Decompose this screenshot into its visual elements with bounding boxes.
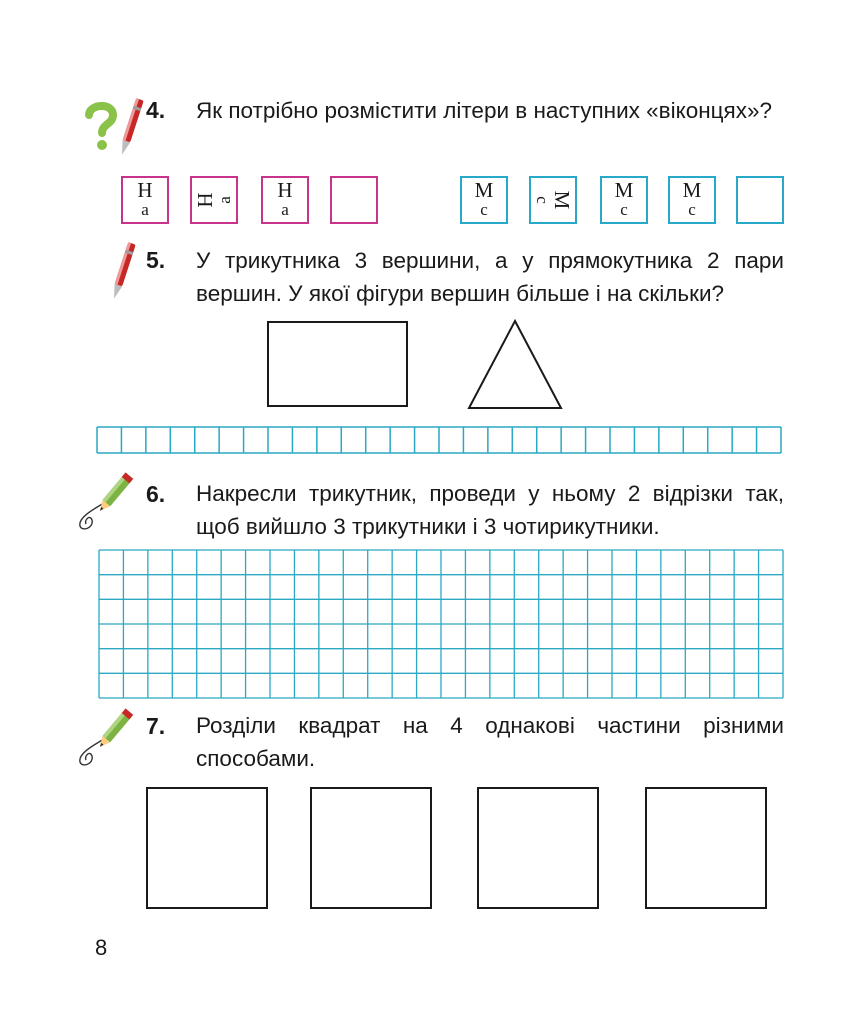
- pink-window-1: Н а: [121, 176, 169, 224]
- pencil-drawing-icon: [74, 470, 138, 534]
- pink-window-3: Н а: [261, 176, 309, 224]
- pen-icon: [118, 94, 144, 160]
- task-7-number: 7.: [146, 713, 166, 739]
- pen-icon: [110, 238, 136, 304]
- drawing-grid[interactable]: [98, 549, 784, 699]
- rectangle-figure: [266, 320, 411, 410]
- task-4-text: Як потрібно розмістити літери в наступних «віконцях»?: [196, 98, 773, 123]
- question-mark-icon: [84, 100, 118, 152]
- square-2[interactable]: [310, 787, 432, 909]
- task-5-text: У трикутника 3 вершини, а у прямокутника 2 пари вершин. У якої фігури вершин більше і на скільки?: [196, 248, 784, 306]
- blue-window-3: М с: [600, 176, 648, 224]
- answer-grid-row[interactable]: [96, 426, 782, 454]
- blue-window-4: М с: [668, 176, 716, 224]
- page-number: 8: [95, 935, 108, 960]
- square-3[interactable]: [477, 787, 599, 909]
- pink-window-2: Н а: [190, 176, 238, 224]
- square-1[interactable]: [146, 787, 268, 909]
- blue-window-1: М с: [460, 176, 508, 224]
- task-6-text: Накресли трикутник, проведи у ньому 2 відрізки так, щоб вийшло 3 трикутники і 3 чотирикутники.: [196, 481, 784, 539]
- square-4[interactable]: [645, 787, 767, 909]
- task-7-text: Розділи квадрат на 4 однакові частини різними способами.: [196, 713, 784, 771]
- triangle-figure: [466, 318, 564, 412]
- task-5-number: 5.: [146, 247, 166, 273]
- pencil-drawing-icon: [74, 706, 138, 770]
- pink-window-4-empty[interactable]: [330, 176, 378, 224]
- blue-window-2: М с: [529, 176, 577, 224]
- blue-window-5-empty[interactable]: [736, 176, 784, 224]
- task-4-number: 4.: [146, 97, 166, 123]
- task-6-number: 6.: [146, 481, 166, 507]
